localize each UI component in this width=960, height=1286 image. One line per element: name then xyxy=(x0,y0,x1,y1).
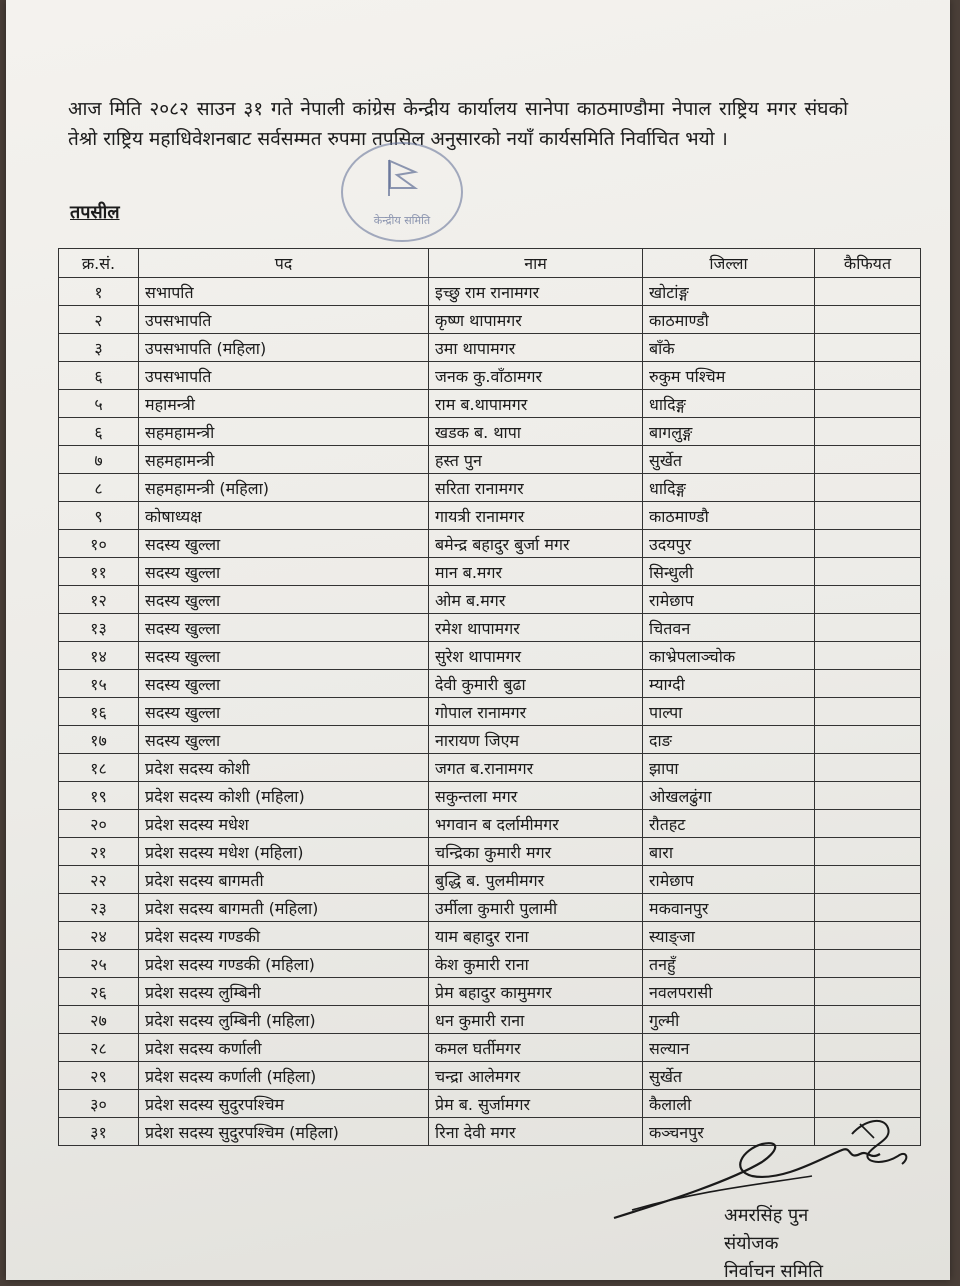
cell-district: बारा xyxy=(643,838,815,866)
table-row xyxy=(59,334,921,362)
cell-position: प्रदेश सदस्य बागमती xyxy=(139,866,429,894)
header-district: जिल्ला xyxy=(643,249,815,278)
table-row xyxy=(59,810,921,838)
cell-remarks xyxy=(815,418,921,446)
cell-serial: १८ xyxy=(59,754,139,782)
cell-position: प्रदेश सदस्य सुदुरपश्चिम xyxy=(139,1090,429,1118)
section-heading: तपसील xyxy=(70,202,120,223)
cell-position: सदस्य खुल्ला xyxy=(139,670,429,698)
cell-serial: ८ xyxy=(59,474,139,502)
cell-remarks xyxy=(815,614,921,642)
table-row xyxy=(59,502,921,530)
cell-name: भगवान ब दर्लामीमगर xyxy=(429,810,643,838)
table-row xyxy=(59,698,921,726)
cell-district: तनहुँ xyxy=(643,950,815,978)
table-row xyxy=(59,362,921,390)
table-row xyxy=(59,670,921,698)
header-name: नाम xyxy=(429,249,643,278)
cell-remarks xyxy=(815,810,921,838)
cell-name: याम बहादुर राना xyxy=(429,922,643,950)
table-row xyxy=(59,838,921,866)
organization-stamp xyxy=(341,142,463,242)
cell-remarks xyxy=(815,390,921,418)
cell-position: उपसभापति xyxy=(139,362,429,390)
cell-district: रामेछाप xyxy=(643,586,815,614)
table-row xyxy=(59,390,921,418)
cell-serial: २९ xyxy=(59,1062,139,1090)
cell-district: पाल्पा xyxy=(643,698,815,726)
cell-remarks xyxy=(815,670,921,698)
table-row xyxy=(59,894,921,922)
cell-name: ओम ब.मगर xyxy=(429,586,643,614)
table-row xyxy=(59,586,921,614)
cell-district: बागलुङ्ग xyxy=(643,418,815,446)
cell-position: प्रदेश सदस्य बागमती (महिला) xyxy=(139,894,429,922)
cell-position: कोषाध्यक्ष xyxy=(139,502,429,530)
cell-position: प्रदेश सदस्य कर्णाली xyxy=(139,1034,429,1062)
header-serial: क्र.सं. xyxy=(59,249,139,278)
cell-remarks xyxy=(815,1006,921,1034)
cell-district: उदयपुर xyxy=(643,530,815,558)
cell-serial: १४ xyxy=(59,642,139,670)
cell-district: धादिङ्ग xyxy=(643,474,815,502)
cell-remarks xyxy=(815,558,921,586)
cell-name: प्रेम ब. सुर्जामगर xyxy=(429,1090,643,1118)
table-row xyxy=(59,418,921,446)
table-row xyxy=(59,558,921,586)
table-row xyxy=(59,782,921,810)
cell-name: प्रेम बहादुर कामुमगर xyxy=(429,978,643,1006)
table-row xyxy=(59,642,921,670)
cell-remarks xyxy=(815,782,921,810)
cell-position: सदस्य खुल्ला xyxy=(139,726,429,754)
cell-serial: २४ xyxy=(59,922,139,950)
cell-name: गोपाल रानामगर xyxy=(429,698,643,726)
cell-position: सदस्य खुल्ला xyxy=(139,698,429,726)
cell-position: प्रदेश सदस्य गण्डकी xyxy=(139,922,429,950)
cell-district: नवलपरासी xyxy=(643,978,815,1006)
cell-serial: ६ xyxy=(59,418,139,446)
cell-position: प्रदेश सदस्य कर्णाली (महिला) xyxy=(139,1062,429,1090)
cell-remarks xyxy=(815,1034,921,1062)
cell-remarks xyxy=(815,754,921,782)
cell-remarks xyxy=(815,586,921,614)
cell-serial: ५ xyxy=(59,390,139,418)
cell-district: स्याङ्जा xyxy=(643,922,815,950)
cell-serial: ११ xyxy=(59,558,139,586)
cell-position: सहमहामन्त्री xyxy=(139,418,429,446)
cell-serial: ३१ xyxy=(59,1118,139,1146)
cell-serial: १ xyxy=(59,278,139,306)
table-row xyxy=(59,726,921,754)
cell-district: झापा xyxy=(643,754,815,782)
cell-name: केश कुमारी राना xyxy=(429,950,643,978)
cell-serial: १० xyxy=(59,530,139,558)
table-row xyxy=(59,1006,921,1034)
cell-district: गुल्मी xyxy=(643,1006,815,1034)
cell-position: सहमहामन्त्री (महिला) xyxy=(139,474,429,502)
cell-district: मकवानपुर xyxy=(643,894,815,922)
table-row xyxy=(59,754,921,782)
cell-district: सल्यान xyxy=(643,1034,815,1062)
cell-name: चन्द्रिका कुमारी मगर xyxy=(429,838,643,866)
cell-serial: १२ xyxy=(59,586,139,614)
cell-name: उर्मीला कुमारी पुलामी xyxy=(429,894,643,922)
cell-name: नारायण जिएम xyxy=(429,726,643,754)
cell-name: जगत ब.रानामगर xyxy=(429,754,643,782)
cell-district: ओखलढुंगा xyxy=(643,782,815,810)
cell-district: खोटांङ्ग xyxy=(643,278,815,306)
table-row xyxy=(59,978,921,1006)
cell-serial: २६ xyxy=(59,978,139,1006)
table-row xyxy=(59,866,921,894)
cell-name: कमल घर्तीमगर xyxy=(429,1034,643,1062)
cell-position: सदस्य खुल्ला xyxy=(139,642,429,670)
cell-position: प्रदेश सदस्य कोशी xyxy=(139,754,429,782)
cell-position: सदस्य खुल्ला xyxy=(139,530,429,558)
cell-position: महामन्त्री xyxy=(139,390,429,418)
cell-remarks xyxy=(815,950,921,978)
cell-serial: ३ xyxy=(59,334,139,362)
cell-position: उपसभापति xyxy=(139,306,429,334)
cell-district: दाङ xyxy=(643,726,815,754)
cell-remarks xyxy=(815,642,921,670)
cell-district: रुकुम पश्चिम xyxy=(643,362,815,390)
cell-name: देवी कुमारी बुढा xyxy=(429,670,643,698)
cell-position: सभापति xyxy=(139,278,429,306)
cell-district: कञ्चनपुर xyxy=(643,1118,815,1146)
cell-serial: २८ xyxy=(59,1034,139,1062)
header-position: पद xyxy=(139,249,429,278)
cell-position: प्रदेश सदस्य मधेश xyxy=(139,810,429,838)
cell-position: प्रदेश सदस्य कोशी (महिला) xyxy=(139,782,429,810)
cell-position: उपसभापति (महिला) xyxy=(139,334,429,362)
cell-serial: ७ xyxy=(59,446,139,474)
stamp-text: केन्द्रीय समिति xyxy=(373,214,431,227)
signature-block xyxy=(724,1202,823,1286)
cell-remarks xyxy=(815,866,921,894)
cell-name: राम ब.थापामगर xyxy=(429,390,643,418)
cell-district: सुर्खेत xyxy=(643,446,815,474)
cell-remarks xyxy=(815,278,921,306)
cell-serial: २३ xyxy=(59,894,139,922)
cell-position: सदस्य खुल्ला xyxy=(139,558,429,586)
document-page xyxy=(6,0,950,1280)
intro-paragraph: आज मिति २०८२ साउन ३१ गते नेपाली कांग्रेस केन्द्रीय कार्यालय सानेपा काठमाण्डौमा नेपाल राष्ट्रिय मगर संघको तेश्रो राष्ट्रिय महाधिवेशनबाट सर्वसम्मत रुपमा तपसिल अनुसारको नयाँ कार्यसमिति निर्वाचित भयो । xyxy=(68,98,848,150)
cell-remarks xyxy=(815,446,921,474)
cell-name: उमा थापामगर xyxy=(429,334,643,362)
table-row xyxy=(59,530,921,558)
cell-name: सकुन्तला मगर xyxy=(429,782,643,810)
cell-name: कृष्ण थापामगर xyxy=(429,306,643,334)
table-row xyxy=(59,446,921,474)
cell-serial: २१ xyxy=(59,838,139,866)
table-row xyxy=(59,1062,921,1090)
cell-remarks xyxy=(815,978,921,1006)
cell-serial: २५ xyxy=(59,950,139,978)
cell-remarks xyxy=(815,530,921,558)
cell-name: गायत्री रानामगर xyxy=(429,502,643,530)
cell-serial: २ xyxy=(59,306,139,334)
cell-name: रमेश थापामगर xyxy=(429,614,643,642)
table-row xyxy=(59,614,921,642)
cell-name: इच्छु राम रानामगर xyxy=(429,278,643,306)
table-row xyxy=(59,278,921,306)
cell-district: रामेछाप xyxy=(643,866,815,894)
cell-serial: १५ xyxy=(59,670,139,698)
cell-name: खडक ब. थापा xyxy=(429,418,643,446)
cell-name: मान ब.मगर xyxy=(429,558,643,586)
cell-serial: ६ xyxy=(59,362,139,390)
cell-name: सुरेश थापामगर xyxy=(429,642,643,670)
cell-remarks xyxy=(815,894,921,922)
cell-serial: ३० xyxy=(59,1090,139,1118)
cell-district: काभ्रेपलाञ्चोक xyxy=(643,642,815,670)
cell-serial: १९ xyxy=(59,782,139,810)
cell-name: सरिता रानामगर xyxy=(429,474,643,502)
cell-serial: २० xyxy=(59,810,139,838)
cell-district: सिन्धुली xyxy=(643,558,815,586)
cell-remarks xyxy=(815,334,921,362)
cell-district: धादिङ्ग xyxy=(643,390,815,418)
cell-remarks xyxy=(815,474,921,502)
cell-position: सहमहामन्त्री xyxy=(139,446,429,474)
cell-remarks xyxy=(815,502,921,530)
cell-remarks xyxy=(815,698,921,726)
cell-serial: १७ xyxy=(59,726,139,754)
cell-serial: २७ xyxy=(59,1006,139,1034)
table-row xyxy=(59,950,921,978)
cell-district: काठमाण्डौ xyxy=(643,502,815,530)
table-row xyxy=(59,922,921,950)
cell-district: काठमाण्डौ xyxy=(643,306,815,334)
cell-remarks xyxy=(815,838,921,866)
signatory-committee: निर्वाचन समिति xyxy=(724,1261,823,1282)
cell-position: प्रदेश सदस्य सुदुरपश्चिम (महिला) xyxy=(139,1118,429,1146)
cell-remarks xyxy=(815,362,921,390)
committee-table xyxy=(58,248,921,1146)
cell-district: म्याग्दी xyxy=(643,670,815,698)
cell-position: प्रदेश सदस्य गण्डकी (महिला) xyxy=(139,950,429,978)
table-row xyxy=(59,1034,921,1062)
table-body xyxy=(59,278,921,1146)
cell-remarks xyxy=(815,1062,921,1090)
cell-serial: १३ xyxy=(59,614,139,642)
cell-remarks xyxy=(815,726,921,754)
cell-name: हस्त पुन xyxy=(429,446,643,474)
cell-district: बाँके xyxy=(643,334,815,362)
cell-serial: १६ xyxy=(59,698,139,726)
flag-emblem-icon xyxy=(383,158,421,198)
table-row xyxy=(59,306,921,334)
cell-remarks xyxy=(815,306,921,334)
signatory-role: संयोजक xyxy=(724,1233,779,1254)
cell-position: प्रदेश सदस्य लुम्बिनी (महिला) xyxy=(139,1006,429,1034)
cell-district: चितवन xyxy=(643,614,815,642)
cell-name: चन्द्रा आलेमगर xyxy=(429,1062,643,1090)
cell-name: रिना देवी मगर xyxy=(429,1118,643,1146)
cell-name: धन कुमारी राना xyxy=(429,1006,643,1034)
cell-remarks xyxy=(815,922,921,950)
table-row xyxy=(59,474,921,502)
header-remarks: कैफियत xyxy=(815,249,921,278)
cell-serial: ९ xyxy=(59,502,139,530)
cell-position: सदस्य खुल्ला xyxy=(139,586,429,614)
table-header-row xyxy=(59,249,921,278)
cell-position: प्रदेश सदस्य मधेश (महिला) xyxy=(139,838,429,866)
signatory-name: अमरसिंह पुन xyxy=(724,1205,809,1226)
cell-name: बुद्धि ब. पुलमीमगर xyxy=(429,866,643,894)
cell-district: सुर्खेत xyxy=(643,1062,815,1090)
cell-position: सदस्य खुल्ला xyxy=(139,614,429,642)
cell-name: जनक कु.वाँठामगर xyxy=(429,362,643,390)
cell-name: बमेन्द्र बहादुर बुर्जा मगर xyxy=(429,530,643,558)
cell-district: कैलाली xyxy=(643,1090,815,1118)
cell-serial: २२ xyxy=(59,866,139,894)
cell-district: रौतहट xyxy=(643,810,815,838)
cell-position: प्रदेश सदस्य लुम्बिनी xyxy=(139,978,429,1006)
